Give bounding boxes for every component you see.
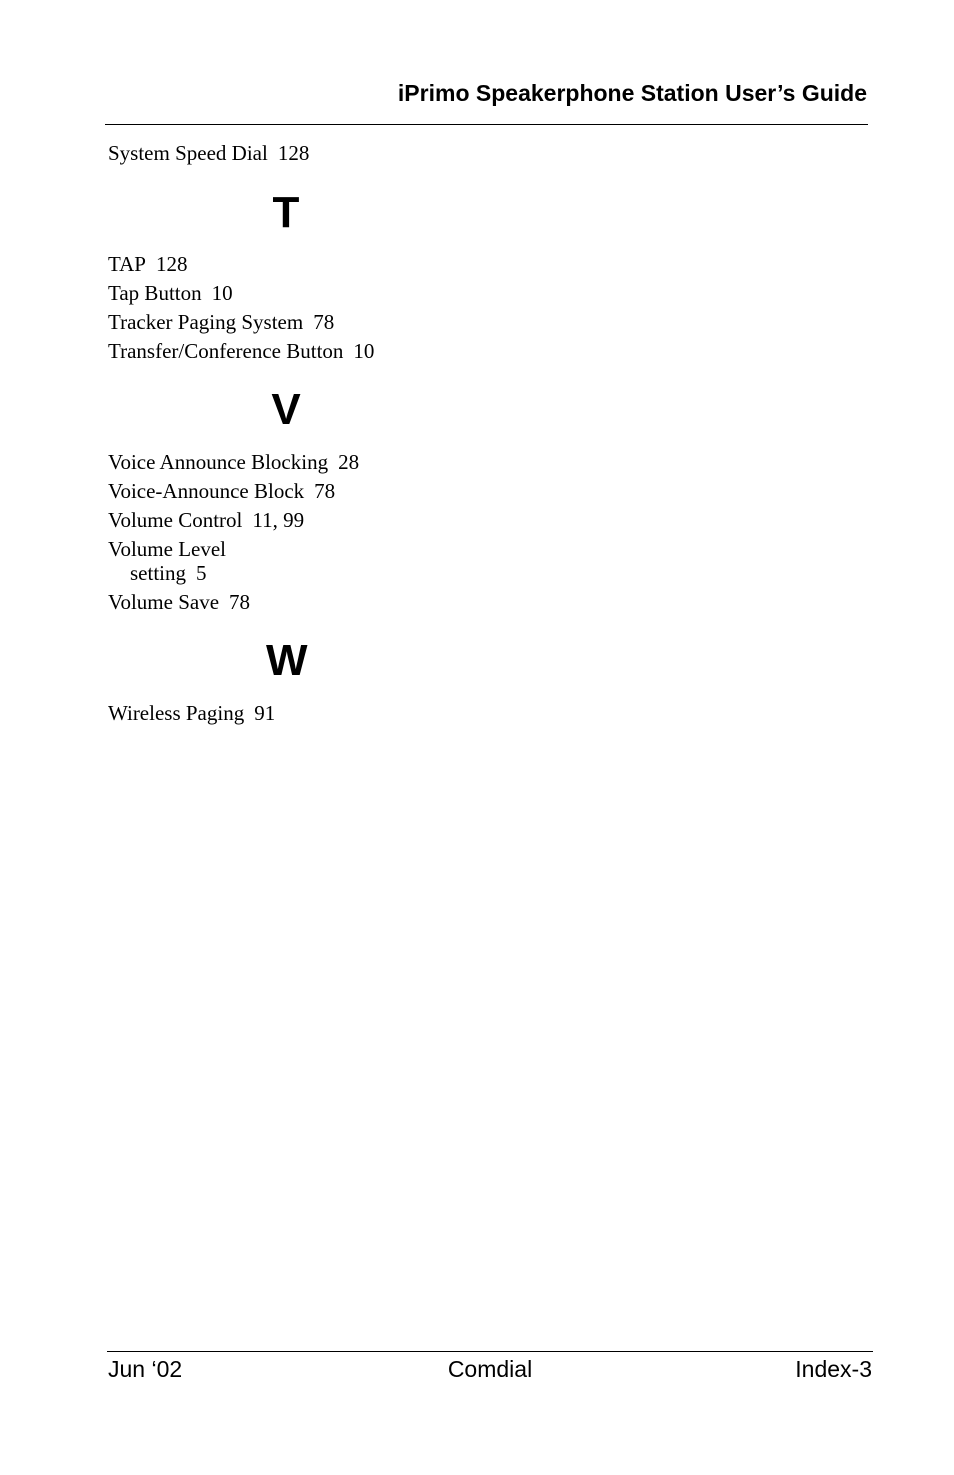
- index-term: Volume Save: [108, 590, 220, 614]
- index-pages: 10: [353, 339, 375, 363]
- index-pages: 28: [338, 450, 360, 474]
- index-entry: [108, 310, 334, 334]
- index-entry: [108, 339, 374, 363]
- index-entry: [108, 281, 233, 305]
- index-term: System Speed Dial: [108, 141, 268, 165]
- index-pages: 78: [314, 479, 336, 503]
- index-term: Tracker Paging System: [108, 310, 304, 334]
- index-entry: [108, 479, 335, 503]
- index-term: Volume Level: [108, 537, 227, 561]
- index-pages: 128: [277, 141, 310, 165]
- index-pages: 11, 99: [252, 508, 305, 532]
- index-entry: [108, 141, 309, 165]
- index-entry: [108, 508, 304, 532]
- index-term: Voice Announce Blocking: [108, 450, 329, 474]
- index-term: Volume Control: [108, 508, 243, 532]
- index-term: TAP: [108, 252, 146, 276]
- index-pages: 91: [254, 701, 276, 725]
- index-subentry: [130, 561, 207, 585]
- index-entry: [108, 450, 359, 474]
- running-header-title: iPrimo Speakerphone Station User’s Guide: [397, 80, 867, 106]
- footer-date: Jun ‘02: [108, 1356, 183, 1382]
- index-entry: [108, 537, 226, 561]
- section-letter-w: W: [266, 636, 308, 685]
- index-pages: 78: [313, 310, 335, 334]
- index-term: setting: [130, 561, 186, 585]
- index-entry: [108, 590, 250, 614]
- index-pages: 5: [196, 561, 207, 585]
- index-pages: 10: [211, 281, 233, 305]
- index-term: Wireless Paging: [108, 701, 245, 725]
- index-pages: 128: [156, 252, 188, 276]
- footer-company: Comdial: [447, 1356, 533, 1382]
- index-pages: 78: [229, 590, 251, 614]
- header-rule: [105, 124, 868, 125]
- index-term: Tap Button: [108, 281, 202, 305]
- index-term: Transfer/Conference Button: [108, 339, 344, 363]
- footer-page-number: Index-3: [795, 1356, 872, 1382]
- index-term: Voice-Announce Block: [108, 479, 305, 503]
- index-entry: [108, 252, 188, 276]
- section-letter-t: T: [272, 188, 300, 237]
- section-letter-v: V: [271, 385, 301, 434]
- index-entry: [108, 701, 275, 725]
- footer-rule: [107, 1351, 873, 1352]
